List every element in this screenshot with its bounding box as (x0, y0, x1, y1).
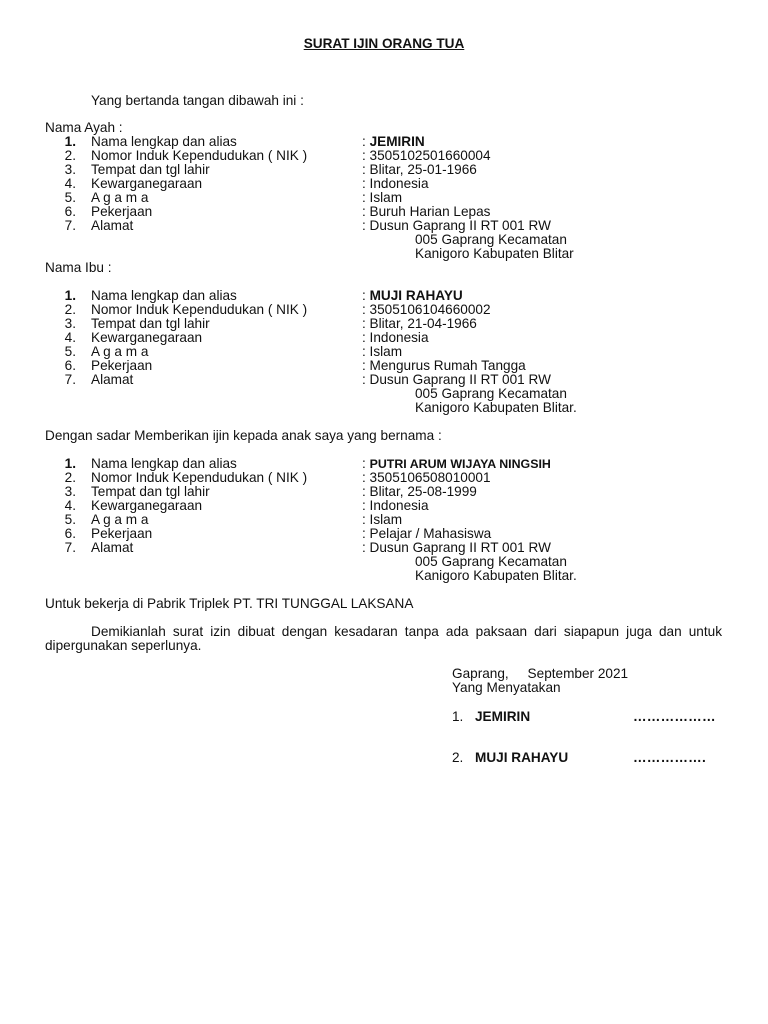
mother-heading: Nama Ibu : (45, 260, 112, 275)
row-label: Kewarganegaraan (91, 498, 203, 513)
row-number: 4. (64, 176, 76, 191)
row-value: : Indonesia (362, 498, 429, 513)
row-value: : Indonesia (362, 330, 429, 345)
row-number: 7. (64, 372, 76, 387)
row-label: Nomor Induk Kependudukan ( NIK ) (91, 302, 308, 317)
intro-text: Yang bertanda tangan dibawah ini : (91, 93, 304, 108)
row-value: : Blitar, 25-01-1966 (362, 162, 477, 177)
child-address-line-2: 005 Gaprang Kecamatan (415, 554, 567, 569)
mother-address-line-3: Kanigoro Kabupaten Blitar. (415, 400, 577, 415)
row-number: 1. (64, 288, 76, 303)
row-number: 6. (64, 526, 76, 541)
signatory-name: MUJI RAHAYU (475, 750, 569, 765)
father-address-line-3: Kanigoro Kabupaten Blitar (415, 246, 574, 261)
row-label: Tempat dan tgl lahir (91, 484, 210, 499)
signature-line: ……………… (633, 709, 716, 724)
row-number: 2. (64, 148, 76, 163)
row-value: : Dusun Gaprang II RT 001 RW (362, 372, 551, 387)
row-label: Nomor Induk Kependudukan ( NIK ) (91, 470, 308, 485)
row-value: : Blitar, 25-08-1999 (362, 484, 477, 499)
row-number: 5. (64, 190, 76, 205)
row-value: : 3505106508010001 (362, 470, 491, 485)
row-label: Alamat (91, 540, 134, 555)
row-number: 4. (64, 498, 76, 513)
signatory-name: JEMIRIN (475, 709, 531, 724)
father-address-line-2: 005 Gaprang Kecamatan (415, 232, 567, 247)
child-intro-text: Dengan sadar Memberikan ijin kepada anak saya yang bernama : (45, 428, 442, 443)
row-value: : Blitar, 21-04-1966 (362, 316, 477, 331)
row-label: Nama lengkap dan alias (91, 134, 237, 149)
row-value: : Pelajar / Mahasiswa (362, 526, 492, 541)
row-value: : 3505106104660002 (362, 302, 491, 317)
row-label: Pekerjaan (91, 204, 153, 219)
row-value: : MUJI RAHAYU (362, 288, 463, 303)
row-label: Alamat (91, 372, 134, 387)
row-label: A g a m a (91, 512, 149, 527)
row-number: 3. (64, 484, 76, 499)
row-value: : 3505102501660004 (362, 148, 491, 163)
closing-paragraph: Demikianlah surat izin dibuat dengan kesadaran tanpa ada paksaan dari siapapun juga dan untuk dipergunakan seperlunya. (45, 624, 722, 653)
signatory-number: 1. (452, 709, 464, 724)
row-label: A g a m a (91, 344, 149, 359)
row-number: 3. (64, 316, 76, 331)
row-value: : JEMIRIN (362, 134, 425, 149)
row-label: Pekerjaan (91, 526, 153, 541)
row-label: Tempat dan tgl lahir (91, 162, 210, 177)
row-value: : Dusun Gaprang II RT 001 RW (362, 218, 551, 233)
row-value: : Dusun Gaprang II RT 001 RW (362, 540, 551, 555)
row-label: Nama lengkap dan alias (91, 456, 237, 471)
row-label: Alamat (91, 218, 134, 233)
row-number: 7. (64, 540, 76, 555)
row-label: Pekerjaan (91, 358, 153, 373)
row-label: Nomor Induk Kependudukan ( NIK ) (91, 148, 308, 163)
row-number: 6. (64, 358, 76, 373)
row-label: Nama lengkap dan alias (91, 288, 237, 303)
row-number: 2. (64, 302, 76, 317)
child-name-value: PUTRI ARUM WIJAYA NINGSIH (369, 457, 551, 471)
father-heading: Nama Ayah : (45, 120, 123, 135)
row-label: Tempat dan tgl lahir (91, 316, 210, 331)
mother-address-line-2: 005 Gaprang Kecamatan (415, 386, 567, 401)
row-label: A g a m a (91, 190, 149, 205)
mother-name-value: MUJI RAHAYU (369, 288, 463, 303)
place-date: Gaprang, September 2021 (452, 666, 629, 681)
row-number: 1. (64, 134, 76, 149)
row-label: Kewarganegaraan (91, 176, 203, 191)
child-address-line-3: Kanigoro Kabupaten Blitar. (415, 568, 577, 583)
row-value: : Indonesia (362, 176, 429, 191)
row-number: 6. (64, 204, 76, 219)
row-number: 3. (64, 162, 76, 177)
row-value: : Islam (362, 190, 403, 205)
row-number: 5. (64, 512, 76, 527)
purpose-text: Untuk bekerja di Pabrik Triplek PT. TRI TUNGGAL LAKSANA (45, 596, 414, 611)
row-number: 4. (64, 330, 76, 345)
declarant-label: Yang Menyatakan (452, 680, 561, 695)
row-number: 7. (64, 218, 76, 233)
row-number: 5. (64, 344, 76, 359)
row-number: 1. (64, 456, 76, 471)
signature-line: ……………. (633, 750, 706, 765)
document-title: SURAT IJIN ORANG TUA (303, 36, 465, 51)
father-name-value: JEMIRIN (369, 134, 425, 149)
row-label: Kewarganegaraan (91, 330, 203, 345)
row-number: 2. (64, 470, 76, 485)
row-value: : Islam (362, 344, 403, 359)
signatory-number: 2. (452, 750, 464, 765)
row-value: : Mengurus Rumah Tangga (362, 358, 526, 373)
row-value: : Islam (362, 512, 403, 527)
row-value: : PUTRI ARUM WIJAYA NINGSIH (362, 456, 551, 471)
row-value: : Buruh Harian Lepas (362, 204, 491, 219)
